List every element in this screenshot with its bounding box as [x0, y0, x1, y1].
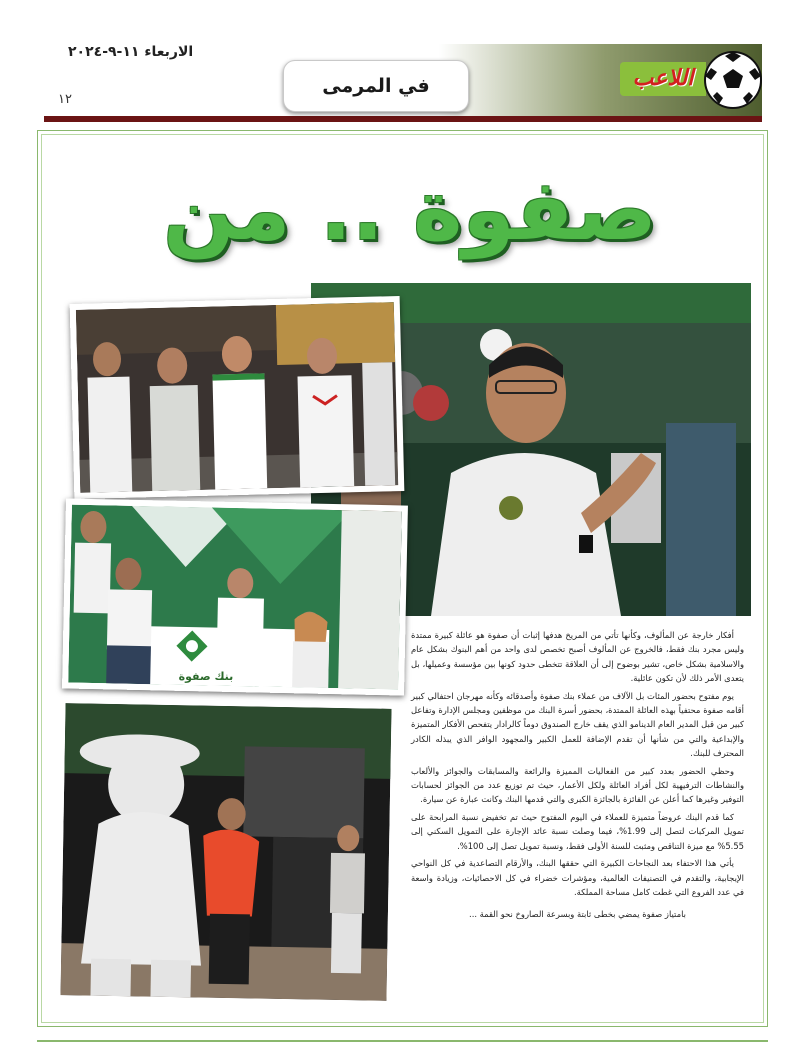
- article-paragraph: وحظي الحضور بعدد كبير من الفعاليات المميزة والرائعة والمسابقات والجوائز والألعاب والنشاطات الترفيهية لكل أفراد العائلة ولكل الأعمار، حيث تم توزيع عدد من الجوائز لحسابات التوفير وغيرها كما أعلن عن الفائزة بالجائزة الكبرى والتي قدمها البنك وكانت عبارة عن سيارة.: [411, 765, 744, 805]
- header-rule: [44, 116, 762, 122]
- bank-booth-photo: [62, 498, 408, 695]
- article-paragraph: كما قدم البنك عروضاً متميزة للعملاء في اليوم المفتوح حيث تم تخفيض نسبة المرابحة على تمويل المركبات لتصل إلى 1.99%، فيما وصلت نسبة عائد الإجارة على التمويل السكني إلى 5.55% مع ميزة التناقص ومثبت للسنة الأولى فقط، ونسبة تمويل تصل إلى 100%.: [411, 811, 744, 851]
- mascot-photo: [60, 703, 391, 1001]
- group-photo: [70, 296, 405, 499]
- article-body: [411, 628, 744, 925]
- article-headline: صفوة .. من: [163, 161, 657, 259]
- bank-booth-sign: بنك صفوة: [178, 670, 234, 683]
- page-number: ١٢: [58, 92, 72, 107]
- article-paragraph: يأتي هذا الاحتفاء بعد النجاحات الكبيرة التي حققها البنك، والأرقام التصاعدية في كل النواحي الإيجابية، والتقدم في التصنيفات العالمية، ومؤشرات خضراء في كل الاحصائيات، وزيادة واسعة في عدد الفروع التي غطت كامل مساحة المملكة.: [411, 858, 744, 897]
- footer-rule: [37, 1040, 768, 1042]
- article-paragraph: يوم مفتوح بحضور المئات بل الآلاف من عملاء بنك صفوة وأصدقائه وكأنه مهرجان احتفالي كبير أقامه صفوة محتفياً بهذه العائلة الممتدة، بحضور أسرة البنك من موظفين ومجلس الإدارة وتفاعل كبير من قبل المدير العام الدينامو الذي يقف خارج الصندوق دوماً كالرادار يتفحص الأفكار المتميزة والإبداعية والتي من شأنها أن تقدم الإضافة للعمل الكبير والمجهود الوافر الذي يبذله الكادر المحترف للبنك.: [411, 690, 744, 759]
- football-icon: [703, 50, 763, 110]
- section-label-box: [283, 60, 469, 112]
- issue-date: الاربعاء ١١-٩-٢٠٢٤: [68, 44, 194, 60]
- article-closing-line: بامتياز صفوة يمضي بخطى ثابتة وبسرعة الصاروخ نحو القمة ...: [469, 909, 686, 920]
- magazine-logo: اللاعب: [620, 62, 706, 96]
- section-title: في المرمى: [322, 75, 430, 97]
- article-paragraph: أفكار خارجة عن المألوف، وكأنها تأتي من المريخ هدفها إثبات أن صفوة هو عائلة كبيرة ممتدة وليس مجرد بنك فقط، فالخروج عن المألوف أصبح تخصص لدى واحد من أهم البنوك بشكل عام والاسلامية بشكل خاص، تشير بوضوح إلى أن العلاقة تتخطى حدود كونها بين مؤسسة وعميلها، بل يتعدى الأمر ذلك لأن تكون عائلية.: [411, 630, 744, 684]
